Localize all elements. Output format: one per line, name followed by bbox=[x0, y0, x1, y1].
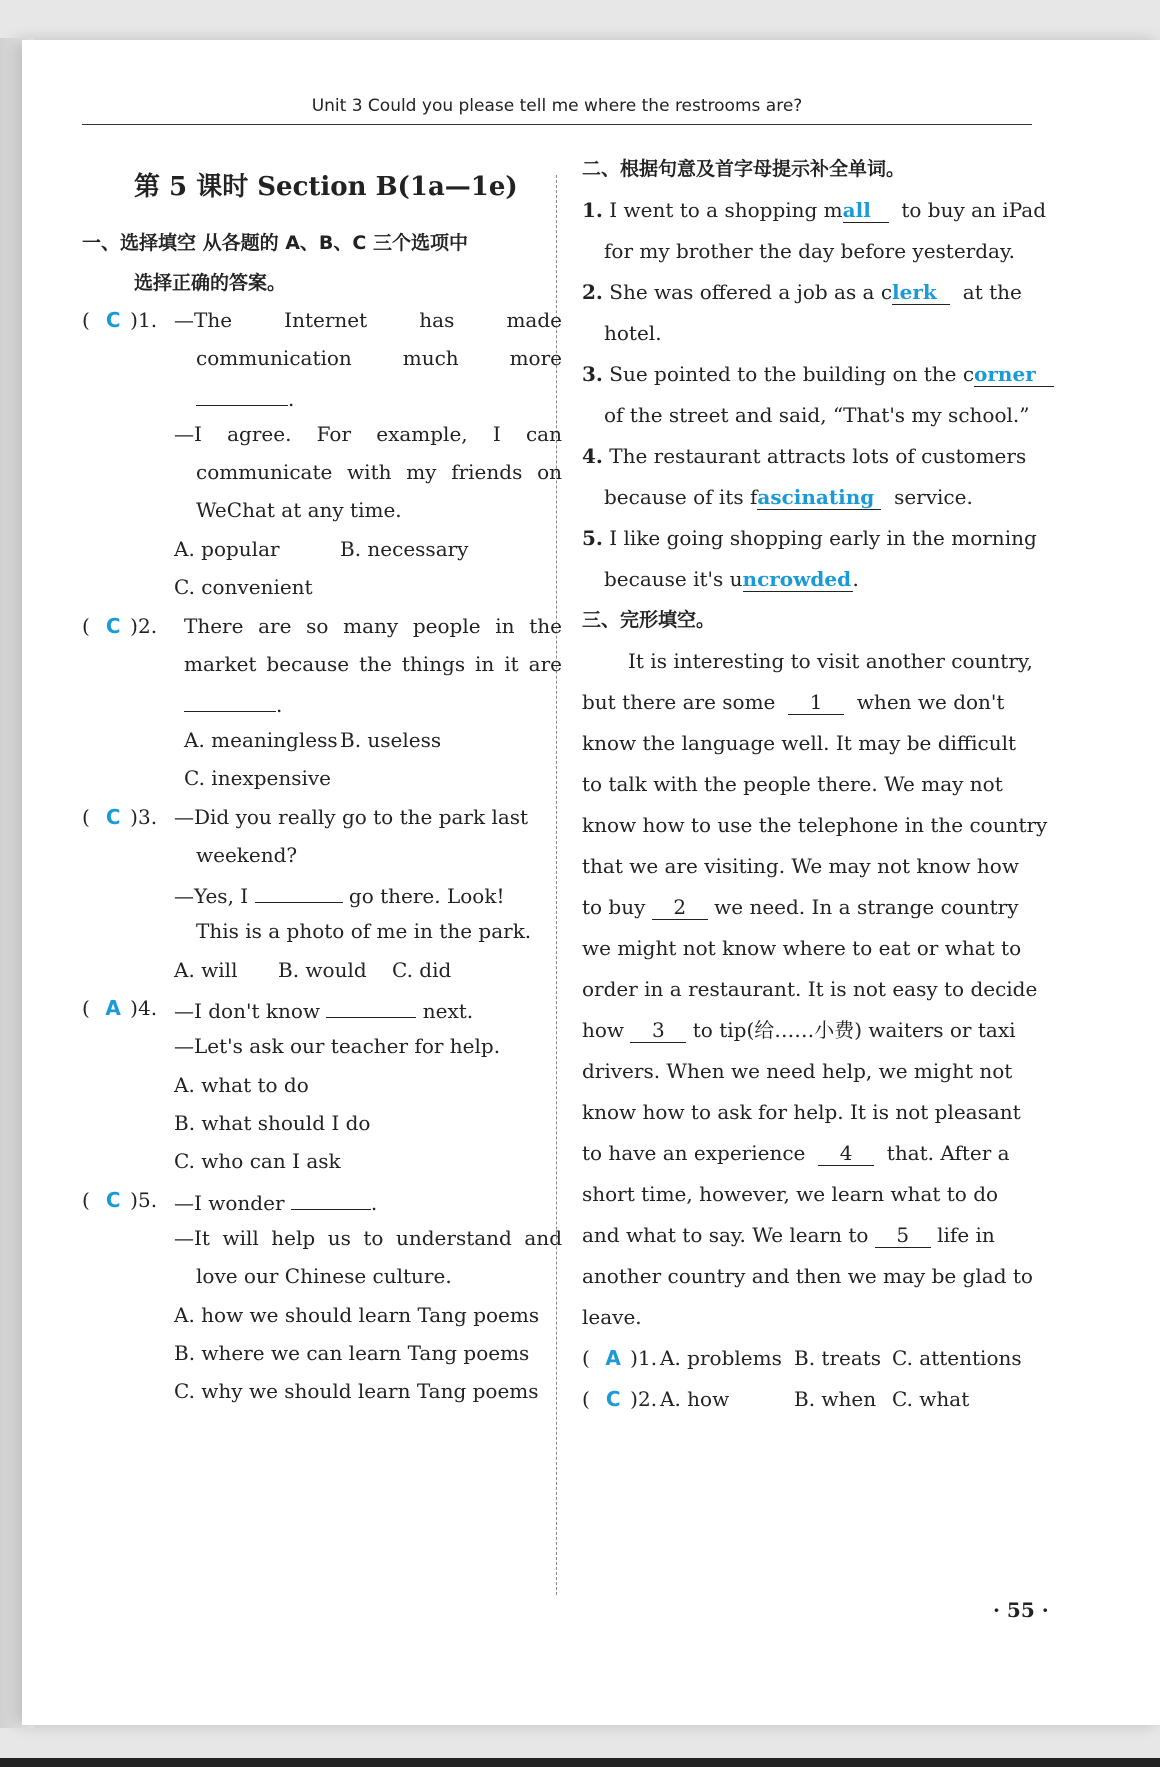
q1-line1: —The Internet has made bbox=[174, 308, 562, 332]
cloze-2-option-b[interactable]: B. when bbox=[794, 1387, 877, 1411]
part2-item-5-cont: because it's uncrowded. bbox=[604, 567, 859, 591]
part1-title: 一、选择填空 从各题的 A、B、C 三个选项中 bbox=[82, 232, 468, 254]
q1-option-a[interactable]: A. popular bbox=[174, 537, 280, 561]
passage-line-2: but there are some 1 when we don't bbox=[582, 690, 1005, 714]
question-1-label: ( C )1. bbox=[82, 305, 157, 335]
passage-line-8: we might not know where to eat or what to bbox=[582, 936, 1022, 960]
part2-item-1-cont: for my brother the day before yesterday. bbox=[604, 239, 1015, 263]
cloze-1-option-b[interactable]: B. treats bbox=[794, 1346, 882, 1370]
passage-line-16: another country and then we may be glad to bbox=[582, 1264, 1033, 1288]
passage-line-5: know how to use the telephone in the country bbox=[582, 813, 1048, 837]
q1-line3: . bbox=[196, 381, 294, 414]
part2-item-4-cont: because of its fascinating service. bbox=[604, 485, 973, 509]
cloze-blank-4[interactable]: 4 bbox=[818, 1141, 874, 1166]
cloze-answer-2: ( C )2. bbox=[582, 1384, 657, 1414]
page-number: · 55 · bbox=[993, 1598, 1049, 1622]
q2-option-c[interactable]: C. inexpensive bbox=[184, 766, 332, 790]
cloze-1-option-c[interactable]: C. attentions bbox=[892, 1346, 1022, 1370]
q5-line2: —It will help us to understand and bbox=[174, 1226, 562, 1250]
cloze-blank-5[interactable]: 5 bbox=[875, 1223, 931, 1248]
answer-4: A bbox=[105, 996, 121, 1020]
part1-title-line2: 选择正确的答案。 bbox=[134, 272, 287, 294]
cloze-1-option-a[interactable]: A. problems bbox=[660, 1346, 782, 1370]
passage-line-10: how 3 to tip(给……小费) waiters or taxi bbox=[582, 1018, 1016, 1042]
fill-5[interactable]: ncrowded bbox=[742, 567, 852, 591]
part2-item-3: 3. Sue pointed to the building on the corner bbox=[582, 359, 1054, 389]
q4-line1: —I don't know next. bbox=[174, 993, 473, 1026]
running-header: Unit 3 Could you please tell me where the restrooms are? bbox=[82, 88, 1032, 125]
passage-line-14: short time, however, we learn what to do bbox=[582, 1182, 999, 1206]
answer-3: C bbox=[105, 805, 121, 829]
q3-line4: This is a photo of me in the park. bbox=[196, 919, 532, 943]
part2-item-5: 5. I like going shopping early in the morning bbox=[582, 526, 1037, 550]
q4-option-c[interactable]: C. who can I ask bbox=[174, 1149, 341, 1173]
passage-line-1: It is interesting to visit another country, bbox=[628, 649, 1033, 673]
question-3-label: ( C )3. bbox=[82, 802, 157, 832]
fill-3[interactable]: orner bbox=[974, 362, 1054, 387]
question-2-label: ( C )2. bbox=[82, 611, 157, 641]
passage-line-11: drivers. When we need help, we might not bbox=[582, 1059, 1013, 1083]
cloze-2-option-c[interactable]: C. what bbox=[892, 1387, 970, 1411]
q1-option-b[interactable]: B. necessary bbox=[340, 537, 469, 561]
q1-option-c[interactable]: C. convenient bbox=[174, 575, 313, 599]
part2-item-2-cont: hotel. bbox=[604, 321, 662, 345]
q2-line2: market because the things in it are bbox=[184, 652, 562, 676]
q1-line5: communicate with my friends on bbox=[196, 460, 562, 484]
part3-title: 三、完形填空。 bbox=[582, 609, 716, 631]
q5-line3: love our Chinese culture. bbox=[196, 1264, 452, 1288]
cloze-blank-1[interactable]: 1 bbox=[788, 690, 844, 715]
q5-option-a[interactable]: A. how we should learn Tang poems bbox=[174, 1303, 540, 1327]
answer-2: C bbox=[105, 614, 121, 638]
q3-option-a[interactable]: A. will bbox=[174, 958, 238, 982]
cloze-2-option-a[interactable]: A. how bbox=[660, 1387, 730, 1411]
q2-option-a[interactable]: A. meaningless bbox=[184, 728, 338, 752]
answer-1: C bbox=[105, 308, 121, 332]
lesson-title: 第 5 课时 Section B(1a—1e) bbox=[134, 172, 518, 202]
q1-line2: communication much more bbox=[196, 346, 562, 370]
fill-2[interactable]: lerk bbox=[892, 280, 950, 305]
question-4-label: ( A )4. bbox=[82, 993, 157, 1023]
cloze-answer-1: ( A )1. bbox=[582, 1343, 657, 1373]
part2-item-1: 1. I went to a shopping mall to buy an iPad bbox=[582, 198, 1046, 222]
cloze-answer-2-letter: C bbox=[605, 1387, 621, 1411]
q3-option-b[interactable]: B. would bbox=[278, 958, 367, 982]
passage-line-9: order in a restaurant. It is not easy to decide bbox=[582, 977, 1038, 1001]
passage-line-15: and what to say. We learn to 5 life in bbox=[582, 1223, 995, 1247]
blank-5[interactable] bbox=[291, 1185, 371, 1210]
left-column bbox=[82, 150, 562, 1570]
q3-line3: —Yes, I go there. Look! bbox=[174, 878, 505, 911]
passage-line-7: to buy 2 we need. In a strange country bbox=[582, 895, 1019, 919]
part2-title: 二、根据句意及首字母提示补全单词。 bbox=[582, 158, 906, 180]
part2-item-2: 2. She was offered a job as a clerk at the bbox=[582, 280, 1022, 304]
passage-line-3: know the language well. It may be difficult bbox=[582, 731, 1017, 755]
passage-line-4: to talk with the people there. We may not bbox=[582, 772, 1003, 796]
bottom-bar bbox=[0, 1758, 1160, 1767]
fill-1[interactable]: all bbox=[843, 198, 889, 223]
part2-item-4: 4. The restaurant attracts lots of customers bbox=[582, 444, 1027, 468]
blank-4[interactable] bbox=[326, 993, 416, 1018]
q2-line1: There are so many people in the bbox=[184, 614, 562, 638]
blank-1[interactable] bbox=[196, 381, 288, 406]
q3-option-c[interactable]: C. did bbox=[392, 958, 452, 982]
cloze-answer-1-letter: A bbox=[605, 1346, 621, 1370]
q5-option-c[interactable]: C. why we should learn Tang poems bbox=[174, 1379, 539, 1403]
q2-line3: . bbox=[184, 687, 282, 720]
q4-option-b[interactable]: B. what should I do bbox=[174, 1111, 371, 1135]
blank-3[interactable] bbox=[255, 878, 343, 903]
q5-line1: —I wonder . bbox=[174, 1185, 377, 1218]
passage-line-17: leave. bbox=[582, 1305, 642, 1329]
passage-line-6: that we are visiting. We may not know how bbox=[582, 854, 1019, 878]
passage-line-12: know how to ask for help. It is not pleasant bbox=[582, 1100, 1021, 1124]
q1-line4: —I agree. For example, I can bbox=[174, 422, 562, 446]
q5-option-b[interactable]: B. where we can learn Tang poems bbox=[174, 1341, 530, 1365]
q3-line2: weekend? bbox=[196, 843, 298, 867]
cloze-blank-2[interactable]: 2 bbox=[652, 895, 708, 920]
q1-line6: WeChat at any time. bbox=[196, 498, 402, 522]
right-column bbox=[582, 150, 1052, 1570]
passage-line-13: to have an experience 4 that. After a bbox=[582, 1141, 1010, 1165]
question-5-label: ( C )5. bbox=[82, 1185, 157, 1215]
fill-4[interactable]: ascinating bbox=[757, 485, 881, 510]
answer-5: C bbox=[105, 1188, 121, 1212]
q3-line1: —Did you really go to the park last bbox=[174, 805, 529, 829]
q4-option-a[interactable]: A. what to do bbox=[174, 1073, 309, 1097]
q2-option-b[interactable]: B. useless bbox=[340, 728, 442, 752]
part2-item-3-cont: of the street and said, “That's my school.” bbox=[604, 403, 1030, 427]
blank-2[interactable] bbox=[184, 687, 276, 712]
cloze-blank-3[interactable]: 3 bbox=[630, 1018, 686, 1043]
q4-line2: —Let's ask our teacher for help. bbox=[174, 1034, 501, 1058]
